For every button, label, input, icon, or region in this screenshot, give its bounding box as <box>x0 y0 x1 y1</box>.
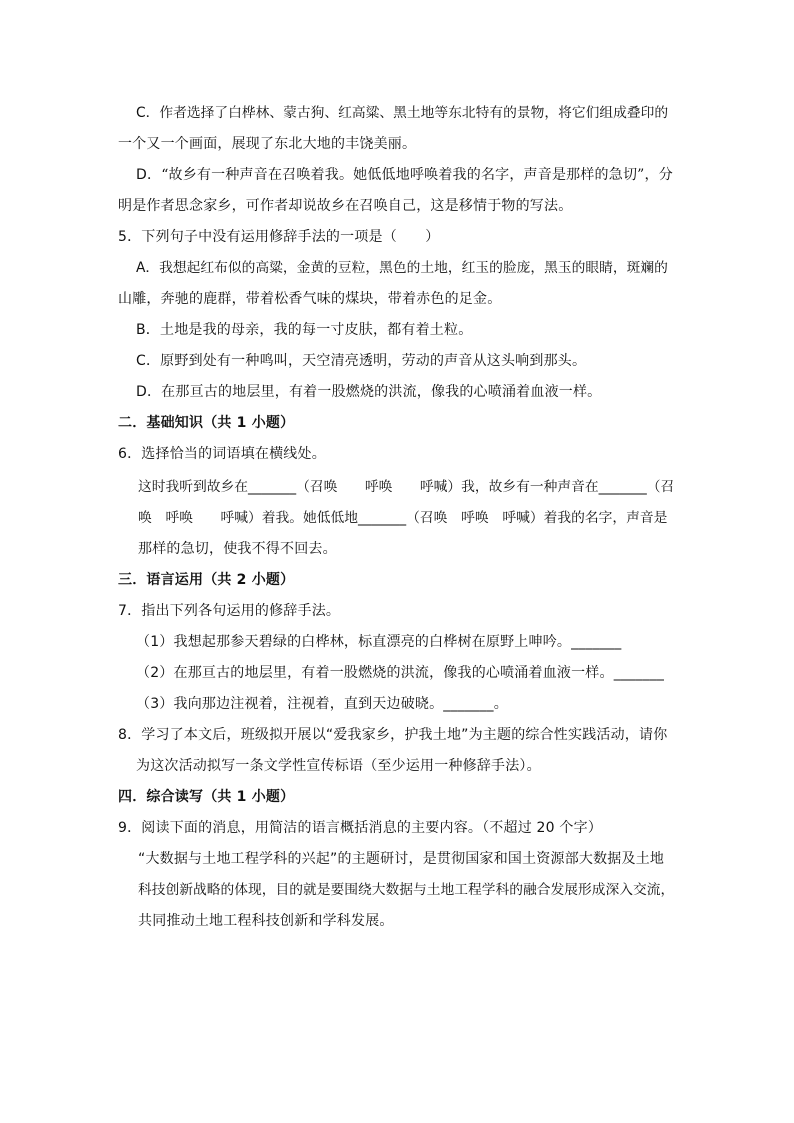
q4-option-d-quote: “故乡有一种声音在召唤着我。她低低地呼唤着我的名字，声音是那样的急切” <box>161 167 645 183</box>
q6-line1: 这时我听到故乡在_______（召唤 呼唤 呼喊）我，故乡有一种声音在_______（召 <box>138 479 675 495</box>
q4-option-d-line1 <box>136 165 680 185</box>
q5-option-a-line2: 山雕，奔驰的鹿群，带着松香气味的煤块，带着赤色的足金。 <box>118 291 502 307</box>
q8-line2: 为这次活动拟写一条文学性宣传标语（至少运用一种修辞手法）。 <box>136 758 541 774</box>
q5-stem: 5．下列句子中没有运用修辞手法的一项是（ ） <box>118 229 440 245</box>
q9-passage-line2: 科技创新战略的体现，目的就是要围绕大数据与土地工程学科的融合发展形成深入交流， <box>138 882 675 898</box>
q5-option-b: B．土地是我的母亲，我的每一寸皮肤，都有着土粒。 <box>136 322 473 338</box>
q9-passage-line3: 共同推动土地工程科技创新和学科发展。 <box>138 913 394 929</box>
q4-option-d-label: D． <box>136 167 162 183</box>
section-4-heading: 四．综合读写（共 1 小题） <box>118 789 295 805</box>
q8-line1: 8．学习了本文后，班级拟开展以“爱我家乡，护我土地”为主题的综合性实践活动，请你 <box>118 727 668 743</box>
q7-item-1: （1）我想起那参天碧绿的白桦林，标直漂亮的白桦树在原野上呻吟。_______ <box>136 634 622 650</box>
q4-option-d-suffix: ，分 <box>644 167 673 183</box>
q4-option-c-line1: C．作者选择了白桦林、蒙古狗、红高粱、黑土地等东北特有的景物，将它们组成叠印的 <box>136 105 669 121</box>
q6-line3: 那样的急切，使我不得不回去。 <box>138 541 337 557</box>
q5-option-a-line1: A．我想起红布似的高粱，金黄的豆粒，黑色的土地，红玉的脸庞，黑玉的眼睛，斑斓的 <box>136 260 668 276</box>
section-3-heading: 三．语言运用（共 2 小题） <box>118 572 295 588</box>
q5-option-c: C．原野到处有一种鸣叫，天空清亮透明，劳动的声音从这头响到那头。 <box>136 353 587 369</box>
q4-option-c-line2: 一个又一个画面，展现了东北大地的丰饶美丽。 <box>118 136 417 152</box>
q4-option-d-line2: 明是作者思念家乡，可作者却说故乡在召唤自己，这是移情于物的写法。 <box>118 198 573 214</box>
q7-stem: 7．指出下列各句运用的修辞手法。 <box>118 603 341 619</box>
q6-line2: 唤 呼唤 呼喊）着我。她低低地_______（召唤 呼唤 呼喊）着我的名字，声音是 <box>138 510 668 526</box>
q9-passage-line1: “大数据与土地工程学科的兴起”的主题研讨，是贯彻国家和国土资源部大数据及土地 <box>138 851 665 867</box>
q7-item-3: （3）我向那边注视着，注视着，直到天边破晓。_______。 <box>136 696 508 712</box>
section-2-heading: 二．基础知识（共 1 小题） <box>118 415 295 431</box>
q7-item-2: （2）在那亘古的地层里，有着一股燃烧的洪流，像我的心喷涌着血液一样。_______ <box>136 665 665 681</box>
q9-stem: 9．阅读下面的消息，用简洁的语言概括消息的主要内容。（不超过 20 个字） <box>118 820 603 836</box>
q5-option-d: D．在那亘古的地层里，有着一股燃烧的洪流，像我的心喷涌着血液一样。 <box>136 384 602 400</box>
q6-stem: 6．选择恰当的词语填在横线处。 <box>118 446 326 462</box>
